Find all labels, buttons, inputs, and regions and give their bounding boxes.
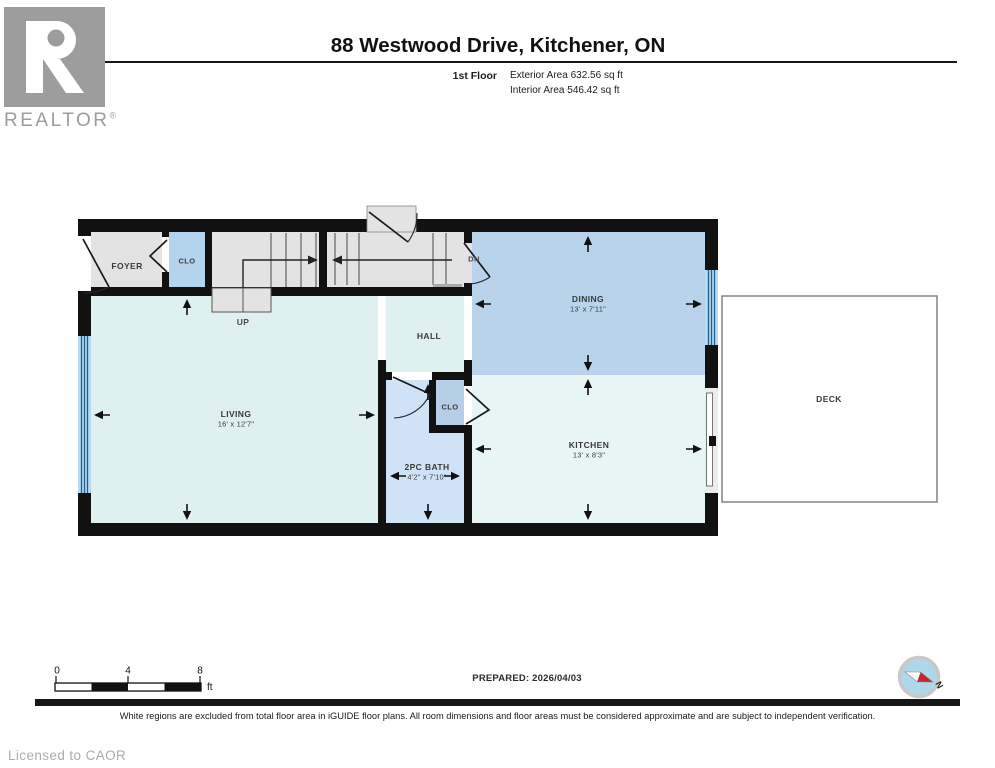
scale-tick-8: 8 — [197, 665, 203, 677]
room-label-hall: HALL — [416, 331, 442, 341]
realtor-logo-text: REALTOR® — [4, 110, 119, 131]
room-dims-dining: 13' x 7'11" — [570, 304, 606, 314]
scale-unit: ft — [207, 682, 213, 693]
room-dims-living: 16' x 12'7" — [217, 419, 255, 429]
floor-label: 1st Floor — [452, 70, 497, 82]
stairs-up-label: UP — [236, 317, 250, 327]
stair-landing — [212, 288, 271, 312]
room-label-bath-closet: CLO — [441, 402, 459, 412]
compass-icon — [900, 658, 939, 697]
kitchen-deck-door — [705, 388, 718, 493]
licensed-text: Licensed to CAOR — [8, 748, 127, 763]
room-label-deck: DECK — [816, 394, 842, 404]
disclaimer-text: White regions are excluded from total floor area in iGUIDE floor plans. All room dimensions and floor areas must be considered approximate and are subject to independent verification. — [119, 711, 876, 721]
stairs-down-label: DN — [468, 254, 480, 264]
dining-window — [705, 270, 718, 345]
room-label-foyer-closet: CLO — [178, 256, 196, 266]
room-label-dining: DINING — [571, 294, 605, 304]
page-title: 88 Westwood Drive, Kitchener, ON — [330, 34, 666, 57]
foyer-floor — [91, 232, 162, 288]
room-label-foyer: FOYER — [111, 261, 143, 271]
footer-rule — [35, 699, 960, 706]
room-label-kitchen: KITCHEN — [568, 440, 610, 450]
room-label-living: LIVING — [220, 409, 252, 419]
scale-tick-4: 4 — [125, 665, 131, 677]
room-dims-kitchen: 13' x 8'3" — [572, 450, 606, 460]
room-label-bath: 2PC BATH — [404, 462, 450, 472]
stair-top-recess — [367, 206, 416, 232]
living-window — [78, 336, 91, 493]
room-dims-bath: 4'2" x 7'10" — [407, 472, 447, 482]
scale-bar — [55, 676, 201, 691]
interior-area: Interior Area 546.42 sq ft — [510, 85, 620, 96]
compass-north-label: N — [933, 679, 946, 691]
scale-tick-0: 0 — [54, 665, 60, 677]
exterior-area: Exterior Area 632.56 sq ft — [510, 70, 623, 81]
prepared-date: PREPARED: 2026/04/03 — [472, 673, 582, 684]
registered-mark: ® — [109, 110, 119, 121]
